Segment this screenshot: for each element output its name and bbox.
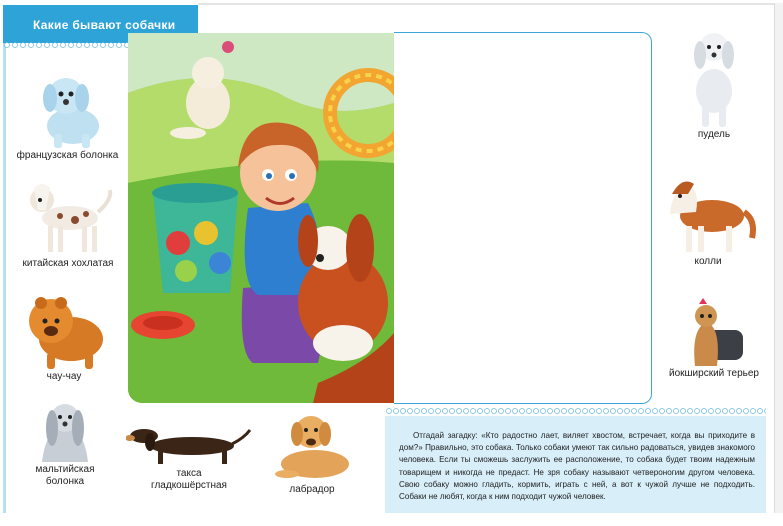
dog-card-collie: [658, 172, 758, 268]
dog-card-chow-chow: [14, 291, 114, 383]
yorkshire-image: [681, 298, 747, 368]
dog-card-maltese: [20, 398, 110, 488]
dog-card-french-bolonka: [10, 68, 125, 162]
dachshund-image: [126, 424, 252, 468]
french-bolonka-label: французская болонка: [16, 150, 119, 161]
dog-card-poodle: [664, 25, 764, 141]
chinese-crested-label: китайская хохлатая: [22, 258, 114, 269]
dachshund-label-line2: гладкошёрстная: [151, 480, 227, 491]
riddle-paragraph: Отгадай загадку: «Кто радостно лает, виляет хвостом, встречает, когда вы приходите в дом?» Правильно, это собака. Только собаки умеют так сильно радоваться, увидев знакомого человека. Если ты сможешь заслужить ее расположение, то собака будет твоим надежным товарищем и никогда не предаст. Не зря собаку называют четвероногим другом человека. Свою собаку можно гладить, кормить, играть с ней, а вот к чужой лучше не подходить. Собаки не любят, когда к ним подходит чужой человек.: [399, 431, 755, 502]
maltese-label-line2: болонка: [45, 476, 85, 487]
labrador-image: [267, 408, 357, 484]
dog-card-chinese-crested: [14, 180, 122, 270]
poodle-label: пудель: [697, 129, 731, 140]
boy-with-dog-illustration: [128, 33, 394, 403]
spiral-binding-bottom: [385, 406, 766, 416]
chow-chow-image: [19, 291, 109, 371]
chinese-crested-image: [20, 180, 116, 258]
collie-image: [660, 172, 756, 256]
yorkshire-label: йокширский терьер: [669, 368, 759, 379]
dog-card-yorkshire: [658, 298, 770, 380]
empty-content-panel: [394, 32, 652, 404]
labrador-label: лабрадор: [289, 484, 335, 495]
dog-card-labrador: [262, 408, 362, 496]
dachshund-label-line1: такса: [176, 468, 202, 479]
riddle-text-box: [385, 416, 766, 513]
chow-chow-label: чау-чау: [46, 371, 82, 382]
page-right-edge: [774, 3, 783, 513]
maltese-label-line1: мальтийская: [35, 464, 95, 475]
maltese-image: [32, 398, 98, 464]
page-title: Какие бывают собачки: [33, 18, 176, 32]
french-bolonka-image: [28, 68, 108, 150]
page-left-edge: [3, 43, 6, 513]
page-top-edge: [198, 3, 774, 5]
dog-card-dachshund: [123, 424, 255, 492]
collie-label: колли: [694, 256, 722, 267]
poodle-image: [684, 25, 744, 129]
